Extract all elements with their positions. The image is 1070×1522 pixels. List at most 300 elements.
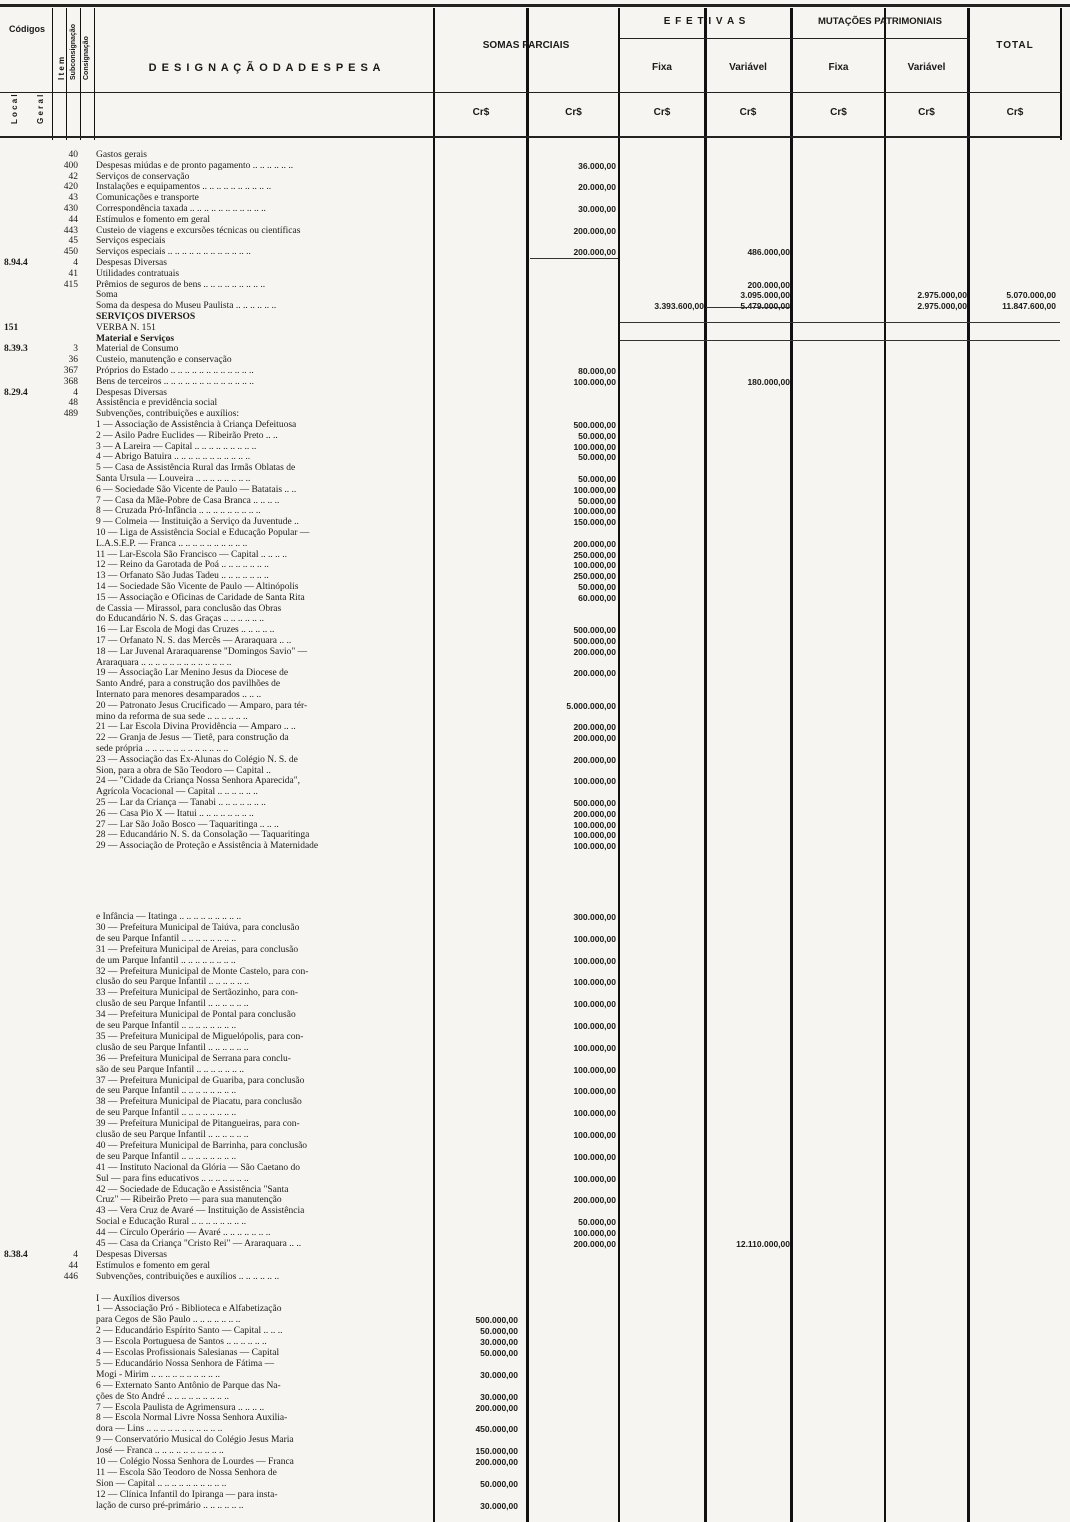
table-row (0, 355, 1070, 365)
cell-desc: Internato para menores desamparados .. .. .. (96, 690, 262, 700)
header-somas-parciais: SOMAS PARCIAIS (482, 40, 570, 51)
cell-p2: 30.000,00 (578, 204, 616, 214)
header-mutacoes: MUTAÇÕES PATRIMONIAIS (817, 16, 943, 27)
cell-desc: Material e Serviços (96, 333, 175, 344)
currency-total: Cr$ (1006, 107, 1024, 118)
cell-desc: Sion — Capital .. .. .. .. .. .. .. .. .. .. (96, 1478, 227, 1489)
table-row (0, 912, 1070, 922)
cell-p1: 200.000,00 (475, 1457, 518, 1467)
table-row (0, 1185, 1070, 1195)
table-row (0, 1283, 1070, 1293)
cell-p2: 100.000,00 (573, 819, 616, 830)
table-row (0, 247, 1070, 257)
cell-p1: 50.000,00 (480, 1478, 518, 1489)
currency-fixa: Cr$ (653, 107, 671, 118)
table-row (0, 701, 1070, 711)
table-row (0, 366, 1070, 376)
cell-p1: 50.000,00 (480, 1348, 518, 1358)
cell-geral: 36 (68, 355, 78, 366)
table-row (0, 712, 1070, 722)
cell-desc: Custeio, manutenção e conservação (96, 355, 232, 366)
cell-geral: 4 (73, 387, 78, 398)
table-row (0, 1337, 1070, 1347)
table-row (0, 820, 1070, 830)
cell-desc: sede própria .. .. .. .. .. .. .. .. .. .. .. .. (96, 744, 229, 754)
cell-geral: 41 (68, 268, 78, 279)
table-row (0, 593, 1070, 603)
cell-desc: de um Parque Infantil .. .. .. .. .. .. .. .. (96, 955, 236, 966)
cell-desc: 15 — Associação e Oficinas de Caridade de Santa Rita (96, 592, 305, 603)
cell-p2: 50.000,00 (578, 495, 616, 506)
cell-total: 11.847.600,00 (1002, 301, 1056, 312)
cell-p2: 200.000,00 (573, 722, 616, 733)
cell-desc: 5 — Educandário Nossa Senhora de Fátima — (96, 1358, 275, 1369)
cell-desc: 32 — Prefeitura Municipal de Monte Castelo, para con- (96, 966, 309, 977)
cell-local: 8.38.4 (4, 1249, 28, 1260)
table-row (0, 1446, 1070, 1456)
table-row (0, 1086, 1070, 1096)
cell-p2: 100.000,00 (573, 1228, 616, 1239)
cell-p2: 50.000,00 (578, 474, 616, 484)
cell-p2: 50.000,00 (578, 452, 616, 463)
cell-desc: 38 — Prefeitura Municipal de Piacatu, para conclusão (96, 1097, 302, 1108)
cell-geral: 44 (68, 214, 78, 225)
sum-rule-4 (620, 340, 1060, 341)
table-row (0, 1326, 1070, 1336)
table-row (0, 1359, 1070, 1369)
cell-total: 5.070.000,00 (1006, 290, 1056, 301)
header-geral: G e r a l (36, 94, 45, 124)
cell-desc: SERVIÇOS DIVERSOS (96, 312, 196, 322)
table-row (0, 787, 1070, 797)
table-row (0, 776, 1070, 786)
cell-p2: 200.000,00 (573, 733, 616, 744)
cell-desc: 25 — Lar da Criança — Tanabi .. .. .. .. .. .. .. (96, 798, 266, 808)
table-row (0, 172, 1070, 182)
cell-desc: Soma da despesa do Museu Paulista .. .. .. .. .. .. (96, 301, 277, 312)
table-row (0, 934, 1070, 944)
cell-desc: 23 — Associação das Ex-Alunas do Colégio N. S. de (96, 754, 298, 765)
cell-desc: José — Franca .. .. .. .. .. .. .. .. .. .. (96, 1446, 224, 1457)
table-row (0, 571, 1070, 581)
table-row (0, 690, 1070, 700)
table-row (0, 1457, 1070, 1467)
cell-desc: Despesas miúdas e de pronto pagamento .. .. .. .. .. .. (96, 160, 294, 171)
table-row (0, 344, 1070, 354)
cell-desc: 1 — Associação Pró - Biblioteca e Alfabetização (96, 1304, 282, 1315)
cell-desc: Sion, para a obra de São Teodoro — Capital .. (96, 765, 271, 776)
cell-desc: Santa Ursula — Louveira .. .. .. .. .. .. .. .. (96, 474, 251, 484)
cell-desc: são de seu Parque Infantil .. .. .. .. .. .. .. (96, 1064, 245, 1075)
cell-geral: 4 (73, 1249, 78, 1260)
cell-desc: 1 — Associação de Assistência à Criança Defeituosa (96, 420, 297, 430)
cell-desc: de seu Parque Infantil .. .. .. .. .. .. .. .. (96, 1021, 237, 1031)
cell-local: 8.94.4 (4, 258, 28, 268)
cell-p1: 30.000,00 (480, 1369, 518, 1380)
table-row (0, 1392, 1070, 1402)
cell-geral: 367 (63, 366, 78, 376)
cell-desc: e Infância — Itatinga .. .. .. .. .. .. .. .. .. (96, 912, 242, 922)
cell-desc: 6 — Sociedade São Vicente de Paulo — Batatais .. .. (96, 484, 297, 495)
cell-geral: 446 (63, 1271, 78, 1282)
cell-p2: 100.000,00 (573, 1021, 616, 1031)
col-rule-item (80, 8, 81, 140)
table-row (0, 1490, 1070, 1500)
cell-desc: 4 — Abrigo Batuira .. .. .. .. .. .. .. .. .. .. .. (96, 452, 251, 463)
cell-desc: 20 — Patronato Jesus Crucificado — Amparo, para tér- (96, 700, 308, 711)
header-fixa: Fixa (651, 62, 672, 73)
table-row (0, 1381, 1070, 1391)
cell-desc: 43 — Vera Cruz de Avaré — Instituição de Assistência (96, 1206, 305, 1217)
table-row (0, 560, 1070, 570)
cell-desc: Mogi - Mirim .. .. .. .. .. .. .. .. .. .. (96, 1369, 221, 1380)
cell-p2: 100.000,00 (573, 484, 616, 495)
header-mfixa: Fixa (828, 62, 849, 73)
table-row (0, 161, 1070, 171)
cell-desc: Agrícola Vocacional — Capital .. .. .. .. .. .. (96, 787, 258, 798)
cell-p2: 50.000,00 (578, 1217, 616, 1228)
cell-p2: 500.000,00 (573, 798, 616, 808)
table-row (0, 1403, 1070, 1413)
table-row (0, 1076, 1070, 1086)
cell-p2: 100.000,00 (573, 441, 616, 452)
cell-geral: 420 (63, 182, 78, 193)
cell-fixa: 3.393.600,00 (654, 301, 704, 312)
table-row (0, 647, 1070, 657)
cell-p1: 30.000,00 (480, 1391, 518, 1402)
table-row (0, 269, 1070, 279)
cell-desc: de Cassia — Mirassol, para conclusão das Obras (96, 603, 282, 614)
cell-desc: clusão de seu Parque Infantil .. .. .. .. .. .. (96, 1042, 249, 1053)
cell-p2: 50.000,00 (578, 430, 616, 441)
table-row (0, 668, 1070, 678)
cell-desc: 12 — Clínica Infantil do Ipiranga — para insta- (96, 1489, 278, 1500)
table-row (0, 1217, 1070, 1227)
cell-desc: 29 — Associação de Proteção e Assistência à Maternidade (96, 841, 319, 852)
cell-desc: 22 — Granja de Jesus — Tietê, para construção da (96, 733, 289, 744)
table-row (0, 1119, 1070, 1129)
table-row (0, 463, 1070, 473)
table-row (0, 150, 1070, 160)
cell-geral: 430 (63, 204, 78, 214)
cell-desc: 31 — Prefeitura Municipal de Areias, para conclusão (96, 944, 299, 955)
cell-desc: dora — Lins .. .. .. .. .. .. .. .. .. .. .. (96, 1424, 223, 1435)
table-row (0, 496, 1070, 506)
table-row (0, 1152, 1070, 1162)
table-row (0, 1021, 1070, 1031)
currency-variavel: Cr$ (739, 107, 757, 118)
table-row (0, 236, 1070, 246)
table-row (0, 945, 1070, 955)
cell-p2: 100.000,00 (573, 1130, 616, 1140)
table-row (0, 755, 1070, 765)
cell-p2: 100.000,00 (573, 830, 616, 841)
cell-local: 8.29.4 (4, 387, 28, 398)
table-row (0, 452, 1070, 462)
cell-var: 3.095.000,00 (740, 290, 790, 301)
cell-p2: 20.000,00 (578, 182, 616, 193)
table-row (0, 323, 1070, 333)
cell-var: 200.000,00 (747, 279, 790, 290)
cell-desc: 45 — Casa da Criança "Cristo Rei" — Araraquara .. .. (96, 1239, 302, 1249)
cell-desc: 18 — Lar Juvenal Araraquarense "Domingos Savio" — (96, 646, 308, 657)
cell-desc: 10 — Colégio Nossa Senhora de Lourdes — Franca (96, 1457, 294, 1467)
table-row (0, 766, 1070, 776)
currency-p2: Cr$ (565, 107, 582, 118)
cell-desc: 36 — Prefeitura Municipal de Serrana para conclu- (96, 1053, 291, 1064)
table-row (0, 809, 1070, 819)
cell-p2: 200.000,00 (573, 668, 616, 679)
cell-desc: 40 — Prefeitura Municipal de Barrinha, para conclusão (96, 1140, 308, 1151)
table-row (0, 550, 1070, 560)
table-row (0, 1054, 1070, 1064)
cell-desc: 34 — Prefeitura Municipal de Pontal para conclusão (96, 1010, 296, 1021)
table-row (0, 258, 1070, 268)
table-row (0, 301, 1070, 311)
cell-geral: 43 (68, 193, 78, 204)
cell-geral: 44 (68, 1260, 78, 1271)
cell-var: 180.000,00 (747, 376, 790, 387)
table-row (0, 798, 1070, 808)
cell-desc: 3 — A Lareira — Capital .. .. .. .. .. .. .. .. .. (96, 441, 257, 452)
cell-p2: 150.000,00 (573, 517, 616, 528)
currency-p1: Cr$ (472, 107, 490, 118)
table-row (0, 182, 1070, 192)
table-row (0, 1097, 1070, 1107)
table-row (0, 1163, 1070, 1173)
cell-desc: clusão de seu Parque Infantil .. .. .. .. .. .. (96, 1130, 249, 1140)
header-efetivas: E F E T I V A S (663, 16, 747, 27)
col-rule-local (52, 8, 53, 140)
cell-p2: 100.000,00 (573, 841, 616, 852)
cell-desc: 8 — Cruzada Pró-Infância .. .. .. .. .. .. .. .. .. (96, 506, 261, 517)
table-row (0, 956, 1070, 966)
cell-desc: 24 — "Cidade da Criança Nossa Senhora Aparecida", (96, 776, 301, 787)
cell-p1: 150.000,00 (475, 1446, 518, 1457)
cell-desc: Material de Consumo (96, 344, 179, 355)
cell-desc: Subvenções, contribuições e auxílios .. .. .. .. .. .. (96, 1271, 280, 1282)
table-row (0, 625, 1070, 635)
table-row (0, 988, 1070, 998)
table-row (0, 1272, 1070, 1282)
table-row (0, 1261, 1070, 1271)
cell-desc: Serviços de conservação (96, 171, 190, 182)
top-rule (0, 4, 1070, 7)
cell-desc: 4 — Escolas Profissionais Salesianas — Capital (96, 1348, 280, 1358)
cell-p2: 250.000,00 (573, 571, 616, 582)
cell-desc: Araraquara .. .. .. .. .. .. .. .. .. .. .. .. .. (96, 657, 232, 668)
cell-p2: 200.000,00 (573, 1239, 616, 1249)
table-row (0, 1424, 1070, 1434)
table-row (0, 830, 1070, 840)
sum-rule-1 (530, 258, 618, 259)
table-row (0, 474, 1070, 484)
table-row (0, 744, 1070, 754)
cell-desc: Custeio de viagens e excursões técnicas ou científicas (96, 225, 301, 236)
cell-geral: 4 (73, 258, 78, 268)
cell-geral: 40 (68, 150, 78, 160)
cell-p2: 200.000,00 (573, 247, 616, 258)
cell-geral: 368 (63, 376, 78, 387)
table-row (0, 1195, 1070, 1205)
table-row (0, 582, 1070, 592)
cell-geral: 42 (68, 171, 78, 182)
table-row (0, 614, 1070, 624)
header-codigos: Códigos (9, 24, 45, 34)
cell-desc: 19 — Associação Lar Menino Jesus da Diocese de (96, 668, 289, 679)
cell-desc: 7 — Casa da Mãe-Pobre de Casa Branca .. .. .. .. (96, 495, 280, 506)
cell-desc: 14 — Sociedade São Vicente de Paulo — Altinópolis (96, 582, 299, 592)
cell-p2: 200.000,00 (573, 538, 616, 549)
table-row (0, 1010, 1070, 1020)
header-item: I t e m (57, 56, 66, 80)
header-local: L o c a l (10, 94, 19, 124)
cell-desc: 27 — Lar São João Bosco — Taquaritinga .. .. .. (96, 819, 279, 830)
cell-p1: 50.000,00 (480, 1326, 518, 1337)
cell-p2: 100.000,00 (573, 1064, 616, 1075)
table-row (0, 967, 1070, 977)
cell-desc: Despesas Diversas (96, 1249, 167, 1260)
cell-desc: Subvenções, contribuições e auxílios: (96, 409, 239, 420)
table-row (0, 733, 1070, 743)
cell-desc: VERBA N. 151 (96, 322, 156, 333)
table-row (0, 226, 1070, 236)
cell-geral: 48 (68, 398, 78, 409)
table-row (0, 1250, 1070, 1260)
table-row (0, 280, 1070, 290)
sum-rule-2 (706, 307, 790, 308)
table-row (0, 1141, 1070, 1151)
cell-desc: Instalações e equipamentos .. .. .. .. .. .. .. .. .. .. (96, 182, 272, 193)
cell-desc: 11 — Escola São Teodoro de Nossa Senhora de (96, 1467, 277, 1478)
table-row (0, 409, 1070, 419)
cell-desc: 41 — Instituto Nacional da Glória — São Caetano do (96, 1162, 300, 1173)
cell-p2: 100.000,00 (573, 977, 616, 988)
cell-p2: 5.000.000,00 (566, 700, 616, 711)
cell-desc: 12 — Reino da Garotada de Poá .. .. .. .. .. .. .. (96, 560, 269, 571)
cell-desc: 16 — Lar Escola de Mogi das Cruzes .. .. .. .. .. (96, 625, 275, 636)
cell-geral: 450 (63, 247, 78, 258)
table-row (0, 1294, 1070, 1304)
cell-desc: 10 — Liga de Assistência Social e Educação Popular — (96, 528, 310, 538)
cell-desc: Cruz" — Ribeirão Preto — para sua manutenção (96, 1195, 282, 1206)
cell-desc: Estímulos e fomento em geral (96, 1260, 210, 1271)
table-row (0, 431, 1070, 441)
cell-p1: 500.000,00 (475, 1315, 518, 1326)
sum-rule-3 (620, 322, 1060, 323)
cell-p1: 200.000,00 (475, 1402, 518, 1413)
table-row (0, 999, 1070, 1009)
cell-desc: 11 — Lar-Escola São Francisco — Capital .. .. .. .. (96, 549, 287, 560)
table-row (0, 1174, 1070, 1184)
cell-desc: 28 — Educandário N. S. da Consolação — Taquaritinga (96, 830, 310, 841)
cell-p1: 30.000,00 (480, 1500, 518, 1511)
table-row (0, 377, 1070, 387)
col-rule-right (1060, 8, 1062, 140)
cell-desc: Serviços especiais .. .. .. .. .. .. .. .. .. .. .. .. (96, 247, 251, 258)
table-row (0, 1501, 1070, 1511)
cell-local: 8.39.3 (4, 344, 28, 355)
cell-p2: 100.000,00 (573, 955, 616, 966)
cell-desc: Bens de terceiros .. .. .. .. .. .. .. .. .. .. .. .. .. (96, 376, 255, 387)
cell-desc: 6 — Externato Santo Antônio de Parque das Na- (96, 1380, 281, 1391)
table-row (0, 1315, 1070, 1325)
table-row (0, 658, 1070, 668)
header-rule-bottom (0, 136, 1062, 138)
cell-p1: 450.000,00 (475, 1424, 518, 1435)
table-row (0, 1043, 1070, 1053)
cell-desc: de seu Parque Infantil .. .. .. .. .. .. .. .. (96, 1086, 237, 1097)
cell-desc: ções de Sto André .. .. .. .. .. .. .. .. .. (96, 1391, 229, 1402)
table-row (0, 1032, 1070, 1042)
cell-mvar: 2.975.000,00 (917, 301, 967, 312)
cell-desc: L.A.S.E.P. — Franca .. .. .. .. .. .. .. .. .. .. (96, 538, 248, 549)
cell-p2: 200.000,00 (573, 1195, 616, 1206)
cell-desc: 9 — Colmeia — Instituição a Serviço da Juventude .. (96, 517, 299, 528)
header-consignacao: Consignação (83, 36, 90, 80)
cell-desc: Despesas Diversas (96, 387, 167, 398)
table-row (0, 1239, 1070, 1249)
table-row (0, 1435, 1070, 1445)
table-row (0, 388, 1070, 398)
table-row (0, 1206, 1070, 1216)
cell-desc: 17 — Orfanato N. S. das Mercês — Araraquara .. .. (96, 636, 292, 646)
table-row (0, 290, 1070, 300)
table-row (0, 636, 1070, 646)
cell-desc: Serviços especiais (96, 236, 166, 247)
cell-p2: 100.000,00 (573, 1151, 616, 1162)
cell-p2: 100.000,00 (573, 776, 616, 787)
cell-desc: 42 — Sociedade de Educação e Assistência "Santa (96, 1184, 289, 1195)
cell-desc: 3 — Escola Portuguesa de Santos .. .. .. .. .. .. (96, 1337, 267, 1348)
table-row (0, 442, 1070, 452)
header-subconsignacao: Subconsignação (70, 23, 77, 80)
cell-p2: 100.000,00 (573, 1108, 616, 1119)
table-row (0, 312, 1070, 322)
cell-desc: Prêmios de seguros de bens .. .. .. .. .. .. .. .. .. (96, 279, 266, 290)
table-row (0, 1228, 1070, 1238)
cell-p2: 100.000,00 (573, 1042, 616, 1053)
cell-desc: lação de curso pré-primário .. .. .. .. .. .. (96, 1500, 244, 1511)
cell-desc: clusão de seu Parque Infantil .. .. .. .. .. .. (96, 999, 249, 1010)
table-row (0, 1130, 1070, 1140)
cell-desc: clusão do seu Parque Infantil .. .. .. .. .. .. (96, 977, 250, 988)
table-row (0, 604, 1070, 614)
cell-p2: 100.000,00 (573, 1173, 616, 1184)
table-row (0, 1108, 1070, 1118)
table-row (0, 977, 1070, 987)
cell-geral: 400 (63, 160, 78, 171)
cell-p2: 200.000,00 (573, 225, 616, 236)
table-row (0, 517, 1070, 527)
cell-desc: 37 — Prefeitura Municipal de Guariba, para conclusão (96, 1075, 305, 1086)
cell-desc: Santo André, para a construção dos pavilhões de (96, 679, 281, 690)
cell-p2: 50.000,00 (578, 582, 616, 592)
cell-p2: 200.000,00 (573, 808, 616, 819)
table-row (0, 528, 1070, 538)
cell-geral: 3 (73, 344, 78, 355)
table-row (0, 1348, 1070, 1358)
cell-geral: 45 (68, 236, 78, 247)
cell-p2: 36.000,00 (578, 160, 616, 171)
cell-p1: 30.000,00 (480, 1337, 518, 1348)
cell-local: 151 (4, 322, 19, 333)
cell-desc: Comunicações e transporte (96, 193, 199, 204)
table-row (0, 506, 1070, 516)
table-row (0, 420, 1070, 430)
table-row (0, 539, 1070, 549)
cell-desc: para Cegos de São Paulo .. .. .. .. .. .. .. (96, 1315, 241, 1326)
